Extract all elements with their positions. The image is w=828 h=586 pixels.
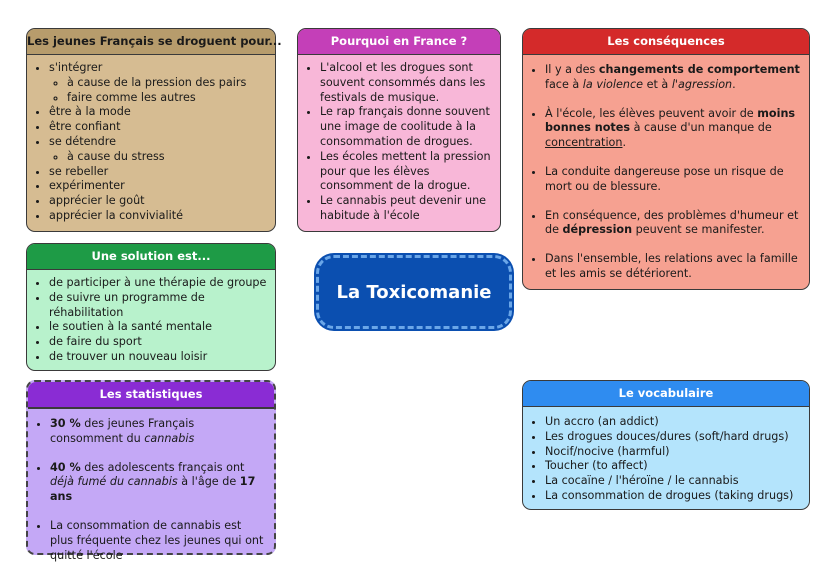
- reasons-card-title: Les jeunes Français se droguent pour...: [27, 29, 275, 55]
- list-item: • apprécier la convivialité: [49, 209, 267, 224]
- why-france-list: [306, 61, 492, 224]
- list-item: • Toucher (to affect): [545, 459, 801, 474]
- list-item: • être confiant: [49, 120, 267, 135]
- list-item: • La consommation de cannabis est plus fréquente chez les jeunes qui ont quitté l'école: [50, 519, 266, 563]
- list-item: • apprécier le goût: [49, 194, 267, 209]
- statistics-card-title: Les statistiques: [28, 382, 274, 409]
- solution-card-title: Une solution est...: [27, 244, 275, 270]
- list-item: • Un accro (an addict): [545, 415, 801, 430]
- list-item: • se rebeller: [49, 165, 267, 180]
- list-item: • Le rap français donne souvent une image de coolitude à la consommation de drogues.: [320, 105, 492, 149]
- list-item: • se détendre ◦ à cause du stress: [49, 135, 267, 165]
- consequences-card-title: Les conséquences: [523, 29, 809, 55]
- solution-card: [26, 243, 276, 371]
- list-item: • s'intégrer ◦ à cause de la pression des pairs ◦ faire comme les autres: [49, 61, 267, 105]
- list-item: • L'alcool et les drogues sont souvent consommés dans les festivals de musique.: [320, 61, 492, 105]
- center-title: La Toxicomanie: [316, 255, 512, 329]
- list-item: • La conduite dangereuse pose un risque de mort ou de blessure.: [545, 165, 801, 195]
- vocabulary-card-title: Le vocabulaire: [523, 381, 809, 407]
- list-subitem: ◦ faire comme les autres: [67, 91, 267, 106]
- list-subitem: ◦ à cause du stress: [67, 150, 267, 165]
- list-item: • expérimenter: [49, 179, 267, 194]
- list-item: • Les écoles mettent la pression pour que les élèves consomment de la drogue.: [320, 150, 492, 194]
- list-item: • de faire du sport: [49, 335, 267, 350]
- list-item: • Le cannabis peut devenir une habitude à l'école: [320, 194, 492, 224]
- list-item: • de participer à une thérapie de groupe: [49, 276, 267, 291]
- list-item: • 40 % des adolescents français ont déjà fumé du cannabis à l'âge de 17 ans: [50, 461, 266, 505]
- list-item: • de trouver un nouveau loisir: [49, 350, 267, 365]
- vocabulary-list: [531, 415, 801, 504]
- why-france-card-title: Pourquoi en France ?: [298, 29, 500, 55]
- vocabulary-card: [522, 380, 810, 510]
- list-item: • La cocaïne / l'héroïne / le cannabis: [545, 474, 801, 489]
- solution-list: [35, 276, 267, 365]
- list-item: • Dans l'ensemble, les relations avec la famille et les amis se détériorent.: [545, 252, 801, 282]
- list-item: • Les drogues douces/dures (soft/hard drugs): [545, 430, 801, 445]
- statistics-card: [26, 380, 276, 562]
- consequences-list: [531, 63, 801, 282]
- reasons-card: [26, 28, 282, 232]
- why-france-card: [297, 28, 501, 232]
- list-item: • 30 % des jeunes Français consomment du cannabis: [50, 417, 266, 447]
- list-item: • Nocif/nocive (harmful): [545, 445, 801, 460]
- reasons-list: [35, 61, 267, 224]
- statistics-list: [36, 417, 266, 563]
- list-item: • En conséquence, des problèmes d'humeur et de dépression peuvent se manifester.: [545, 209, 801, 239]
- consequences-card: [522, 28, 810, 290]
- list-item: • Il y a des changements de comportement face à la violence et à l'agression.: [545, 63, 801, 93]
- list-item: • le soutien à la santé mentale: [49, 320, 267, 335]
- list-item: • À l'école, les élèves peuvent avoir de moins bonnes notes à cause d'un manque de concentration.: [545, 107, 801, 151]
- list-item: • être à la mode: [49, 105, 267, 120]
- list-item: • de suivre un programme de réhabilitation: [49, 291, 267, 321]
- list-item: • La consommation de drogues (taking drugs): [545, 489, 801, 504]
- list-subitem: ◦ à cause de la pression des pairs: [67, 76, 267, 91]
